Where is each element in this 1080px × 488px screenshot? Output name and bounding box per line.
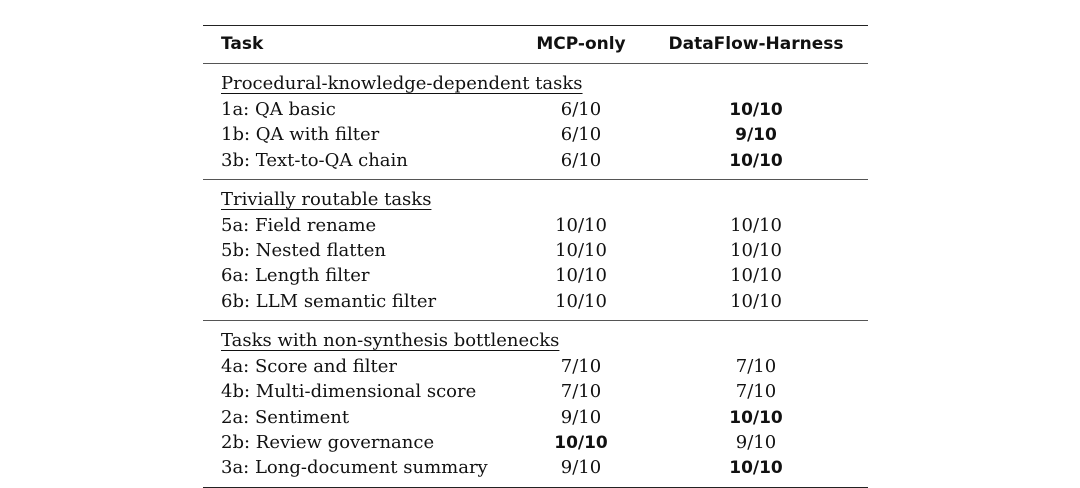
table-row	[203, 289, 868, 314]
table-group	[203, 327, 868, 480]
task-name: 6a: Length filter	[221, 265, 370, 287]
dataflow-harness-score: 10/10	[730, 240, 782, 262]
task-name: 2a: Sentiment	[221, 406, 350, 428]
group-title: Procedural-knowledge-dependent tasks	[221, 73, 583, 94]
group-title: Trivially routable tasks	[221, 188, 432, 210]
group-title-row	[203, 186, 868, 213]
header-dataflow-harness: DataFlow-Harness	[668, 34, 844, 54]
group-title-row	[203, 70, 868, 97]
table-row	[203, 354, 868, 379]
mcp-only-score: 6/10	[560, 124, 602, 146]
mcp-only-score: 6/10	[560, 149, 602, 171]
table-body	[203, 70, 868, 481]
task-name: 4a: Score and filter	[221, 356, 398, 378]
mcp-only-score: 10/10	[555, 265, 607, 287]
dataflow-harness-score: 10/10	[729, 458, 783, 479]
mcp-only-score: 6/10	[560, 99, 602, 120]
mcp-only-score: 7/10	[560, 356, 602, 378]
dataflow-harness-score: 10/10	[730, 290, 782, 312]
table-row	[203, 455, 868, 480]
task-name: 1b: QA with filter	[221, 124, 380, 146]
task-name: 5a: Field rename	[221, 214, 377, 236]
mcp-only-score: 10/10	[555, 240, 607, 262]
table-row	[203, 97, 868, 122]
task-name: 5b: Nested flatten	[221, 240, 386, 262]
mcp-only-score: 9/10	[560, 457, 602, 479]
table-header	[203, 26, 868, 63]
header-mcp-only: MCP-only	[536, 34, 626, 54]
mcp-only-score: 9/10	[560, 406, 602, 428]
dataflow-harness-score: 10/10	[730, 214, 782, 236]
group-divider	[203, 320, 868, 321]
table-row	[203, 430, 868, 455]
task-name: 2b: Review governance	[221, 431, 435, 453]
table-row	[203, 405, 868, 430]
table-row	[203, 238, 868, 263]
group-title-row	[203, 327, 868, 354]
dataflow-harness-score: 9/10	[735, 431, 777, 453]
task-name: 3b: Text-to-QA chain	[221, 149, 408, 171]
task-name: 3a: Long-document summary	[221, 457, 488, 479]
dataflow-harness-score: 9/10	[735, 125, 777, 146]
dataflow-harness-score: 10/10	[730, 265, 782, 287]
mcp-only-score: 10/10	[555, 214, 607, 236]
header-rule	[203, 63, 868, 64]
table-row	[203, 379, 868, 404]
task-name: 1a: QA basic	[221, 99, 336, 120]
task-name: 4b: Multi-dimensional score	[221, 381, 477, 403]
task-name: 6b: LLM semantic filter	[221, 290, 437, 312]
mcp-only-score: 7/10	[560, 381, 602, 403]
group-title: Tasks with non-synthesis bottlenecks	[221, 330, 560, 352]
table-row	[203, 263, 868, 288]
table-row	[203, 122, 868, 147]
dataflow-harness-score: 10/10	[729, 150, 783, 171]
table-group	[203, 70, 868, 173]
mcp-only-score: 10/10	[554, 432, 608, 453]
dataflow-harness-score: 10/10	[729, 100, 783, 120]
group-divider	[203, 179, 868, 180]
dataflow-harness-score: 7/10	[735, 356, 777, 378]
dataflow-harness-score: 10/10	[729, 407, 783, 428]
header-task: Task	[221, 34, 264, 54]
bottom-rule	[203, 487, 868, 488]
dataflow-harness-score: 7/10	[735, 381, 777, 403]
results-table	[203, 25, 868, 488]
table-row	[203, 213, 868, 238]
mcp-only-score: 10/10	[555, 290, 607, 312]
table-group	[203, 186, 868, 314]
table-row	[203, 148, 868, 173]
